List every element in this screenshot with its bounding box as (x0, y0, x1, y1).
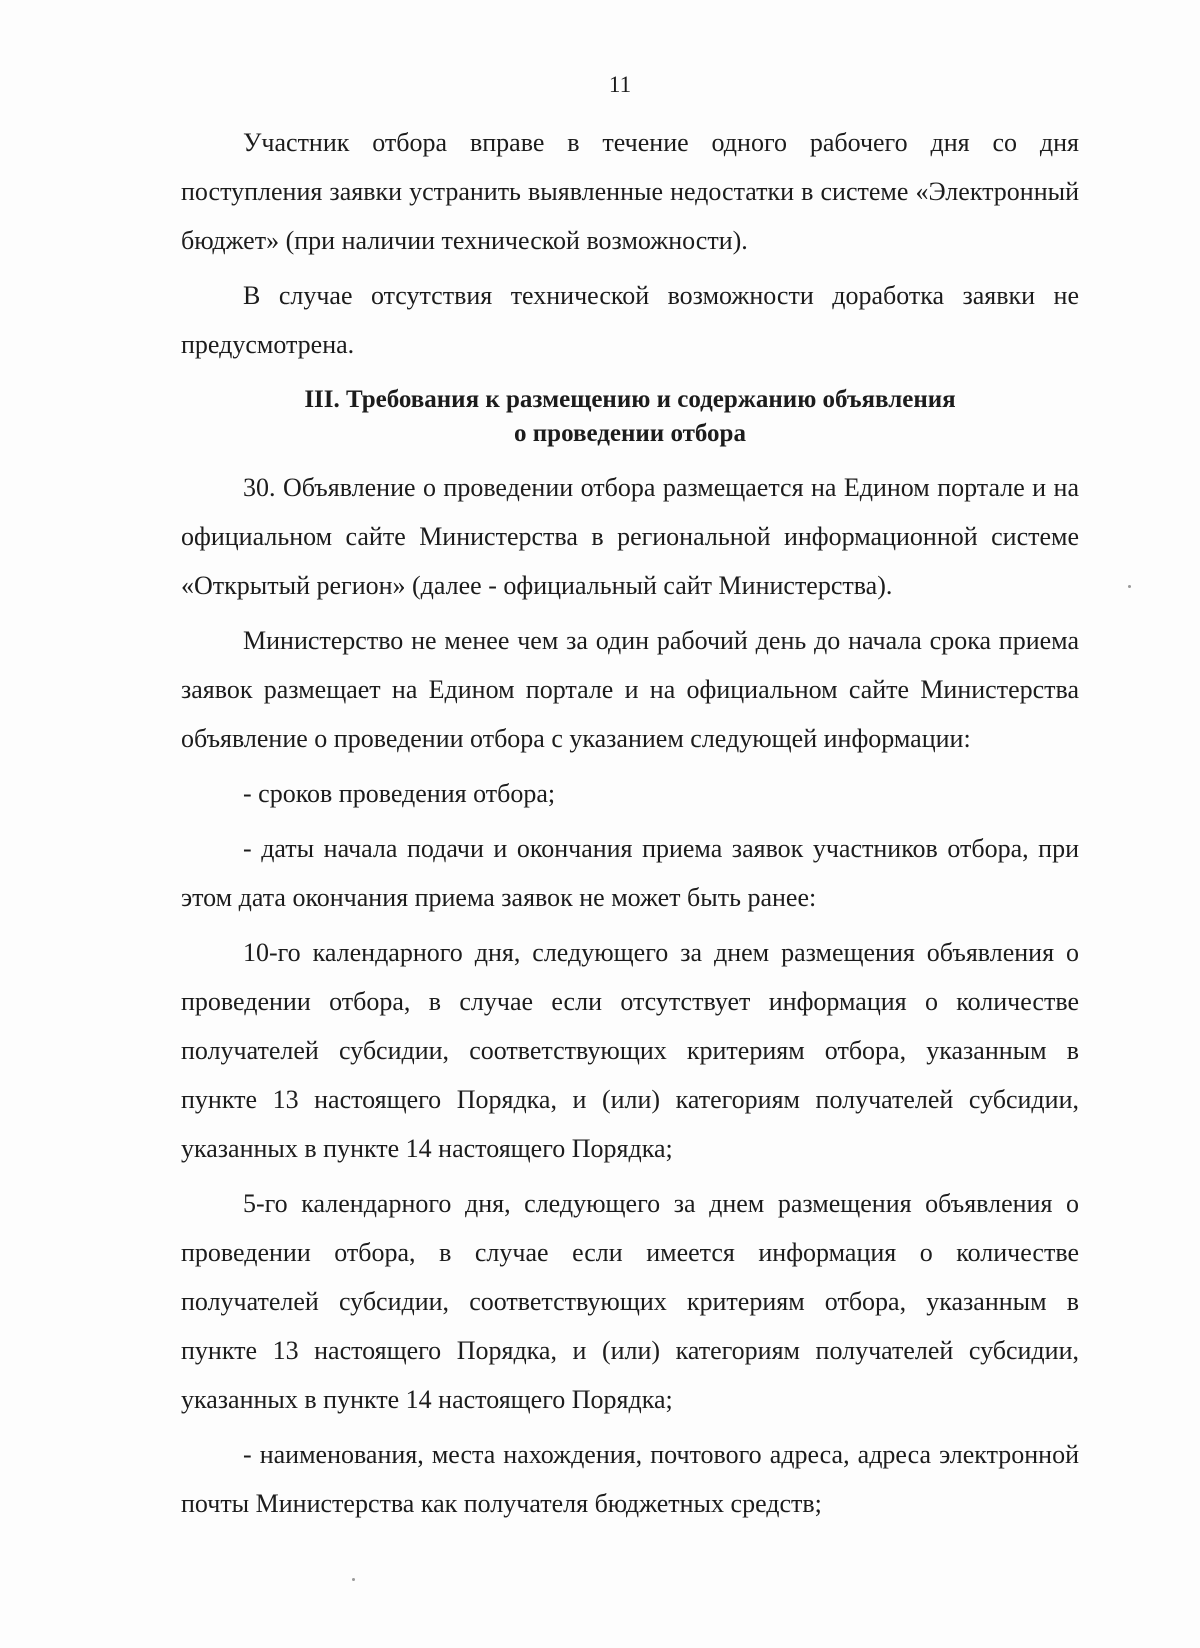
paragraph-10th-day: 10-го календарного дня, следующего за днем размещения объявления о проведении отбора, в случае если отсутствует информация о количестве получателей субсидии, соответствующих критериям отбора, указанным в пункте 13 настоящего Порядка, и (или) категориям получателей субсидии, указанных в пункте 14 настоящего Порядка; (181, 938, 1079, 1163)
paragraph-5th-day: 5-го календарного дня, следующего за днем размещения объявления о проведении отбора, в случае если имеется информация о количестве получателей субсидии, соответствующих критериям отбора, указанным в пункте 13 настоящего Порядка, и (или) категориям получателей субсидии, указанных в пункте 14 настоящего Порядка; (181, 1189, 1079, 1414)
list-item-application-dates: - даты начала подачи и окончания приема заявок участников отбора, при этом дата окончания приема заявок не может быть ранее: (181, 834, 1079, 912)
paragraph-30-announcement: 30. Объявление о проведении отбора размещается на Едином портале и на официальном сайте Министерства в региональной информационной системе «Открытый регион» (далее - официальный сайт Министерства). (181, 473, 1079, 600)
page-number: 11 (608, 72, 632, 97)
paragraph-correction-right: Участник отбора вправе в течение одного рабочего дня со дня поступления заявки устранить выявленные недостатки в системе «Электронный бюджет» (при наличии технической возможности). (181, 128, 1079, 255)
scan-speck (1128, 585, 1131, 588)
section-heading-line-2: о проведении отбора (514, 420, 746, 447)
scan-speck (352, 1578, 355, 1581)
paragraph-no-technical-possibility: В случае отсутствия технической возможности доработка заявки не предусмотрена. (181, 281, 1079, 359)
section-heading-line-1: III. Требования к размещению и содержанию объявления (304, 386, 956, 413)
paragraph-ministry-publishes: Министерство не менее чем за один рабочий день до начала срока приема заявок размещает на Едином портале и на официальном сайте Министерства объявление о проведении отбора с указанием следующей информации: (181, 626, 1079, 753)
section-heading (181, 383, 1079, 451)
document-body (181, 118, 1079, 1528)
list-item-ministry-details: - наименования, места нахождения, почтового адреса, адреса электронной почты Министерства как получателя бюджетных средств; (181, 1440, 1079, 1518)
list-item-selection-dates: - сроков проведения отбора; (243, 779, 556, 808)
